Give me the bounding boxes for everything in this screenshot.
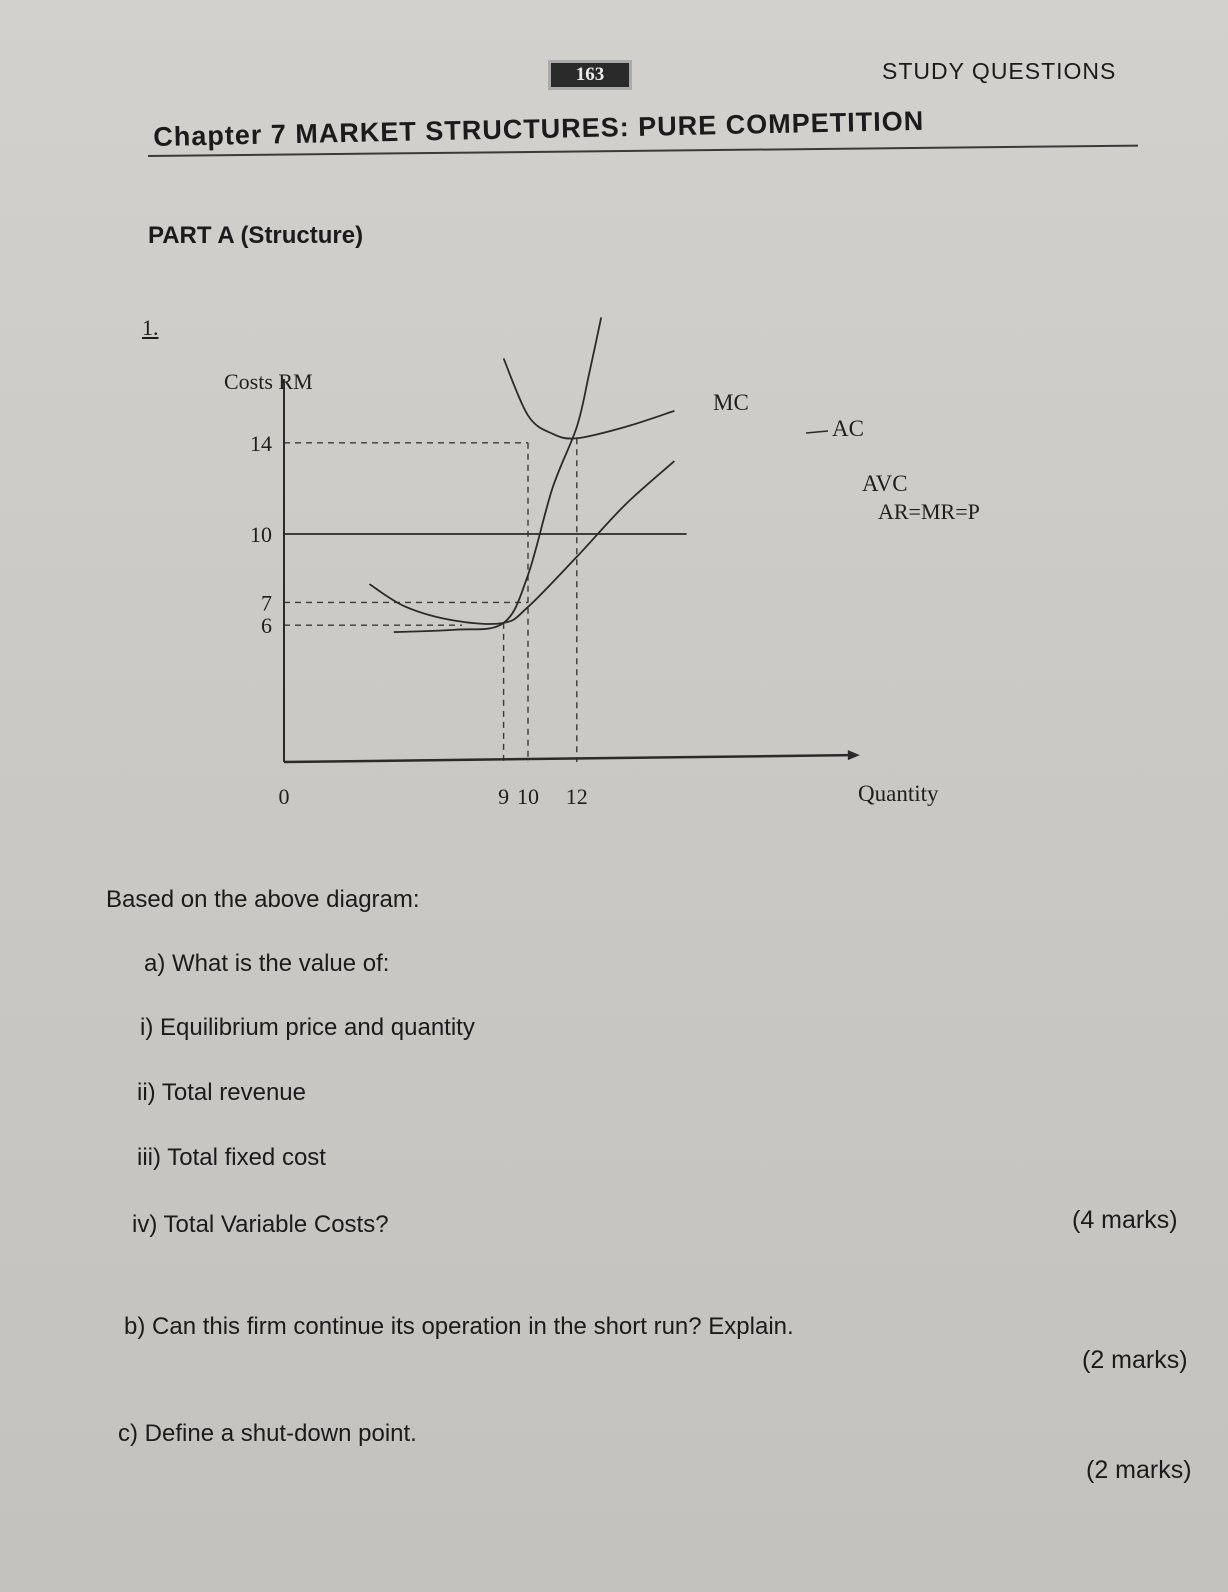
question-a-iii: iii) Total fixed cost xyxy=(137,1144,326,1171)
x-tick-label: 12 xyxy=(565,784,588,809)
question-a-marks: (4 marks) xyxy=(1072,1206,1178,1234)
page-number: 163 xyxy=(548,60,632,90)
ac-label: AC xyxy=(832,416,864,441)
x-axis-arrowhead xyxy=(848,750,860,760)
part-heading: PART A (Structure) xyxy=(148,222,364,249)
x-axis xyxy=(284,755,850,762)
x-tick-label: 0 xyxy=(278,784,290,809)
y-tick-label: 14 xyxy=(250,430,272,456)
question-a-ii: ii) Total revenue xyxy=(137,1079,306,1106)
question-a-iv: iv) Total Variable Costs? xyxy=(132,1211,389,1238)
mc-label: MC xyxy=(713,390,749,415)
y-axis-label: Costs RM xyxy=(224,369,313,394)
chapter-title: Chapter 7 MARKET STRUCTURES: PURE COMPETITION xyxy=(153,105,925,152)
y-tick-label: 10 xyxy=(250,522,272,547)
curves xyxy=(284,317,687,632)
tick-labels xyxy=(250,431,588,809)
avc-label: AVC xyxy=(862,471,908,496)
x-tick-label: 9 xyxy=(498,784,510,809)
question-c: c) Define a shut-down point. xyxy=(118,1420,417,1447)
curve-mc xyxy=(394,317,601,632)
question-a-i: i) Equilibrium price and quantity xyxy=(140,1014,475,1041)
reference-lines xyxy=(284,438,577,762)
question-c-marks: (2 marks) xyxy=(1086,1456,1192,1484)
y-tick-label: 7 xyxy=(261,590,272,616)
y-tick-label: 6 xyxy=(261,613,272,639)
question-b: b) Can this firm continue its operation in the short run? Explain. xyxy=(124,1313,794,1340)
section-label: STUDY QUESTIONS xyxy=(882,58,1117,84)
curve-avc xyxy=(369,461,674,624)
x-axis-label: Quantity xyxy=(858,781,939,806)
x-tick-label: 10 xyxy=(517,784,539,809)
question-number: 1. xyxy=(142,315,159,340)
price-label: AR=MR=P xyxy=(878,499,980,524)
question-intro: Based on the above diagram: xyxy=(106,886,420,913)
ac-label-leader xyxy=(806,431,828,433)
question-b-marks: (2 marks) xyxy=(1082,1346,1188,1374)
question-a: a) What is the value of: xyxy=(144,950,390,977)
